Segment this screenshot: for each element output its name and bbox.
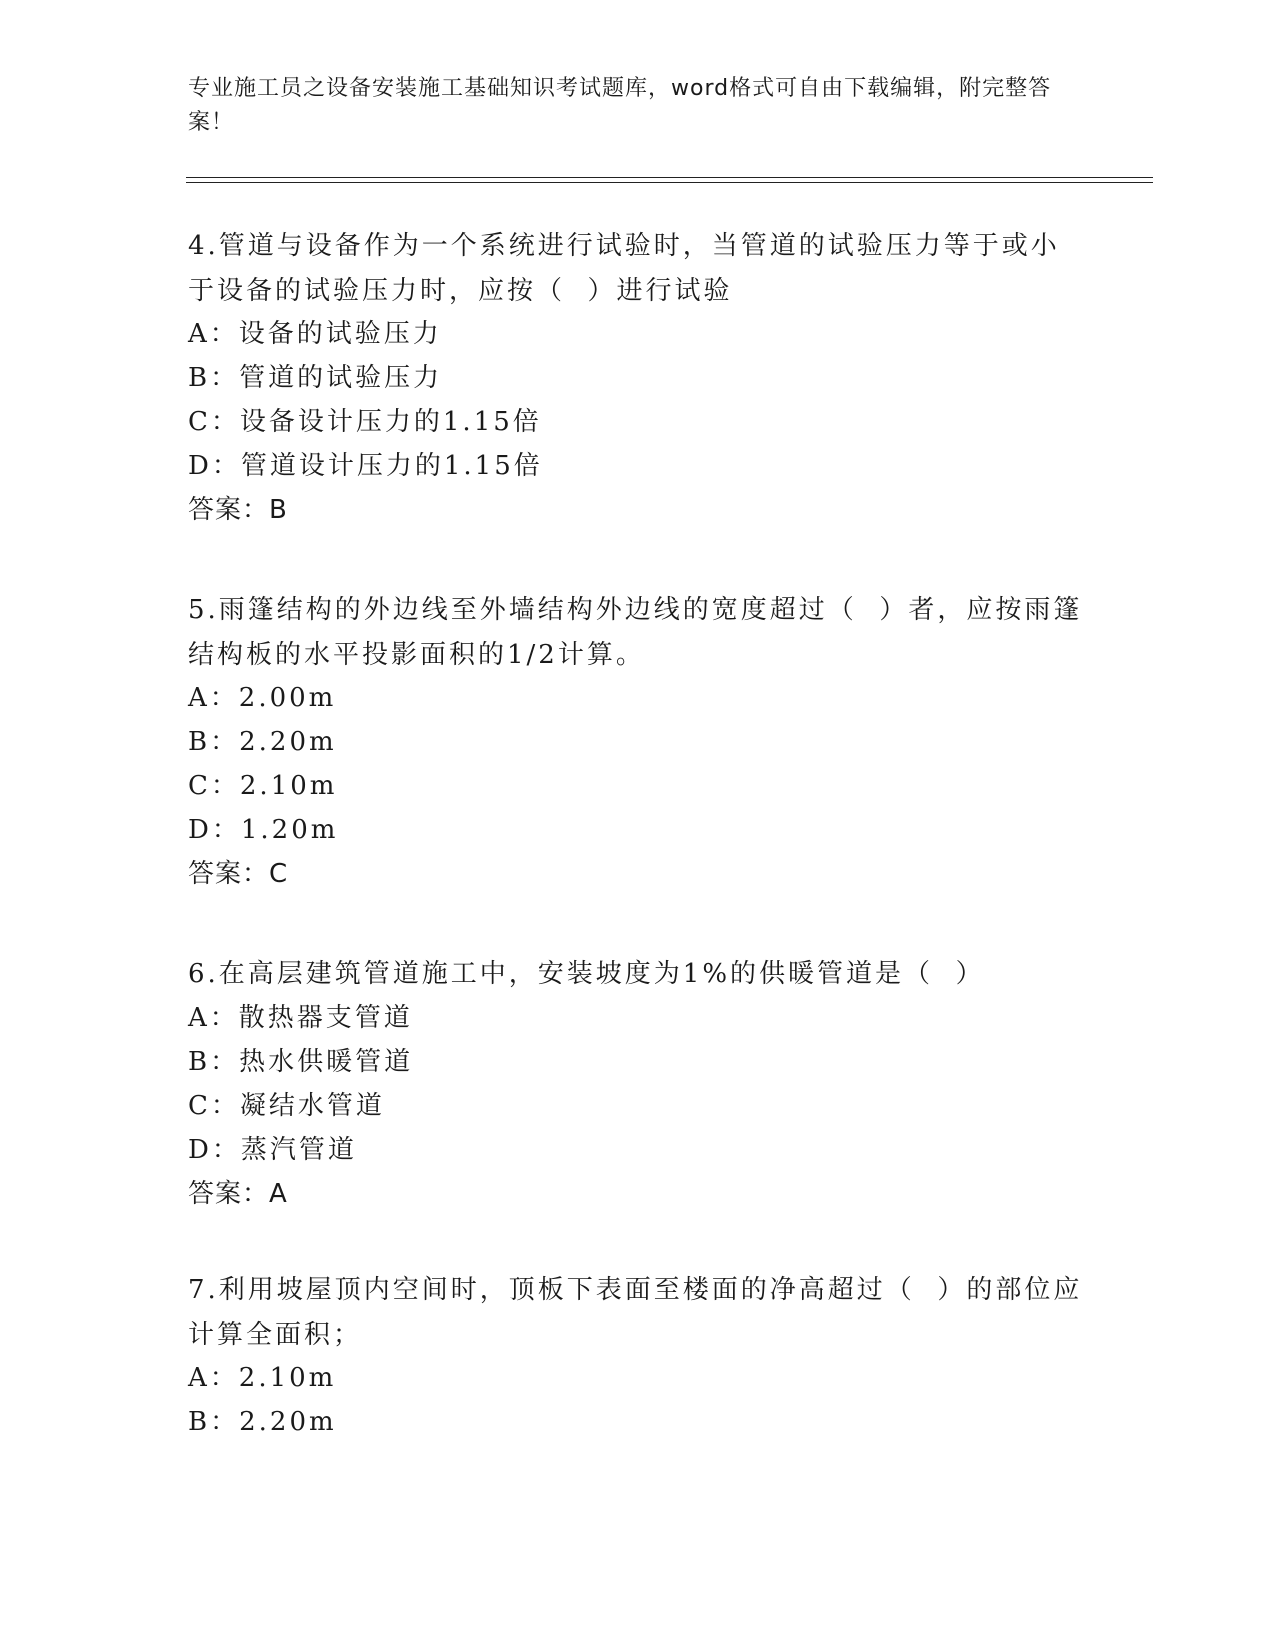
answer: 答案：A bbox=[188, 1179, 288, 1209]
document-header: 专业施工员之设备安装施工基础知识考试题库，word格式可自由下载编辑，附完整答案！ bbox=[188, 76, 1052, 135]
option-b: B：热水供暖管道 bbox=[188, 1047, 414, 1077]
question-stem: 7.利用坡屋顶内空间时，顶板下表面至楼面的净高超过（ ）的部位应计算全面积； bbox=[188, 1275, 1083, 1350]
question-stem: 6.在高层建筑管道施工中，安装坡度为1%的供暖管道是（ ） bbox=[188, 959, 985, 989]
option-d: D：管道设计压力的1.15倍 bbox=[188, 451, 543, 481]
option-d: D：1.20m bbox=[188, 815, 339, 845]
answer: 答案：B bbox=[188, 495, 288, 525]
question-stem: 5.雨篷结构的外边线至外墙结构外边线的宽度超过（ ）者，应按雨篷结构板的水平投影面积的1/2计算。 bbox=[188, 595, 1083, 670]
option-c: C：凝结水管道 bbox=[188, 1091, 385, 1121]
question-stem: 4.管道与设备作为一个系统进行试验时，当管道的试验压力等于或小于设备的试验压力时，应按（ ）进行试验 bbox=[188, 231, 1060, 306]
option-a: A：散热器支管道 bbox=[188, 1003, 413, 1033]
header-divider-top bbox=[186, 177, 1153, 178]
option-b: B：2.20m bbox=[188, 727, 337, 757]
option-d: D：蒸汽管道 bbox=[188, 1135, 357, 1165]
answer: 答案：C bbox=[188, 859, 289, 889]
option-a: A：设备的试验压力 bbox=[188, 319, 442, 349]
option-b: B：管道的试验压力 bbox=[188, 363, 443, 393]
option-c: C：设备设计压力的1.15倍 bbox=[188, 407, 542, 437]
option-a: A：2.00m bbox=[188, 683, 337, 713]
option-b: B：2.20m bbox=[188, 1407, 337, 1437]
option-a: A：2.10m bbox=[188, 1363, 337, 1393]
header-divider-bottom bbox=[186, 182, 1153, 183]
option-c: C：2.10m bbox=[188, 771, 338, 801]
